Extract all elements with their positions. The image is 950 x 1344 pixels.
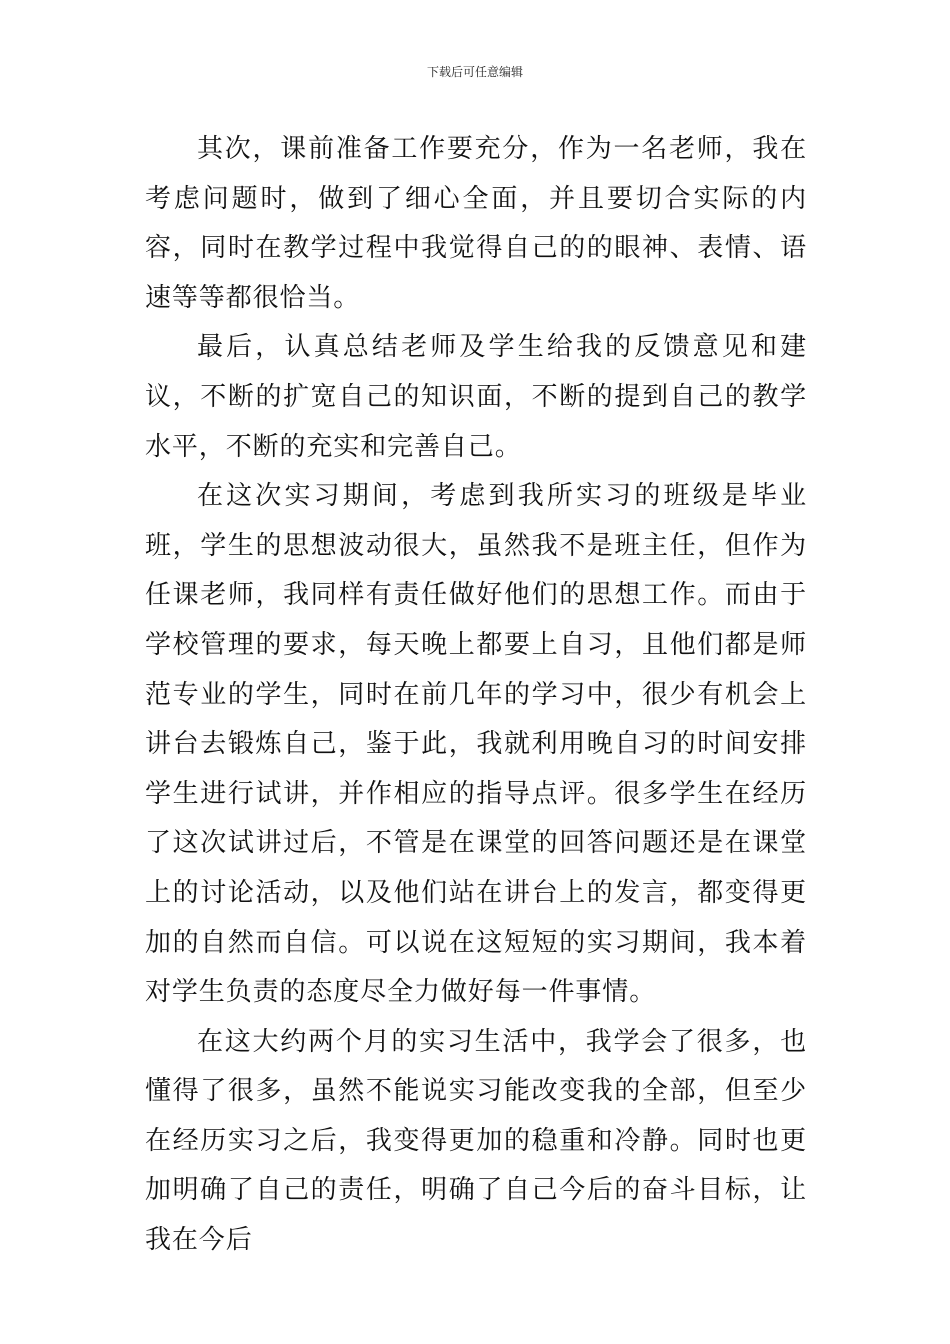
paragraph-two-months: 在这大约两个月的实习生活中，我学会了很多，也懂得了很多，虽然不能说实习能改变我的全部，但至少在经历实习之后，我变得更加的稳重和冷静。同时也更加明确了自己的责任，明确了自己今后的奋斗目标，让我在今后 (145, 1026, 807, 1256)
paragraph-preparation: 其次，课前准备工作要充分，作为一名老师，我在考虑问题时，做到了细心全面，并且要切合实际的内容，同时在教学过程中我觉得自己的的眼神、表情、语速等等都很恰当。 (145, 134, 807, 313)
paragraph-internship-period: 在这次实习期间，考虑到我所实习的班级是毕业班，学生的思想波动很大，虽然我不是班主任，但作为任课老师，我同样有责任做好他们的思想工作。而由于学校管理的要求，每天晚上都要上自习，且他们都是师范专业的学生，同时在前几年的学习中，很少有机会上讲台去锻炼自己，鉴于此，我就利用晚自习的时间安排学生进行试讲，并作相应的指导点评。很多学生在经历了这次试讲过后，不管是在课堂的回答问题还是在课堂上的讨论活动，以及他们站在讲台上的发言，都变得更加的自然而自信。可以说在这短短的实习期间，我本着对学生负责的态度尽全力做好每一件事情。 (145, 481, 807, 1008)
document-body (145, 125, 807, 1266)
page-header: 下载后可任意编辑 (426, 65, 523, 79)
paragraph-feedback: 最后，认真总结老师及学生给我的反馈意见和建议，不断的扩宽自己的知识面，不断的提到自己的教学水平，不断的充实和完善自己。 (145, 332, 807, 462)
